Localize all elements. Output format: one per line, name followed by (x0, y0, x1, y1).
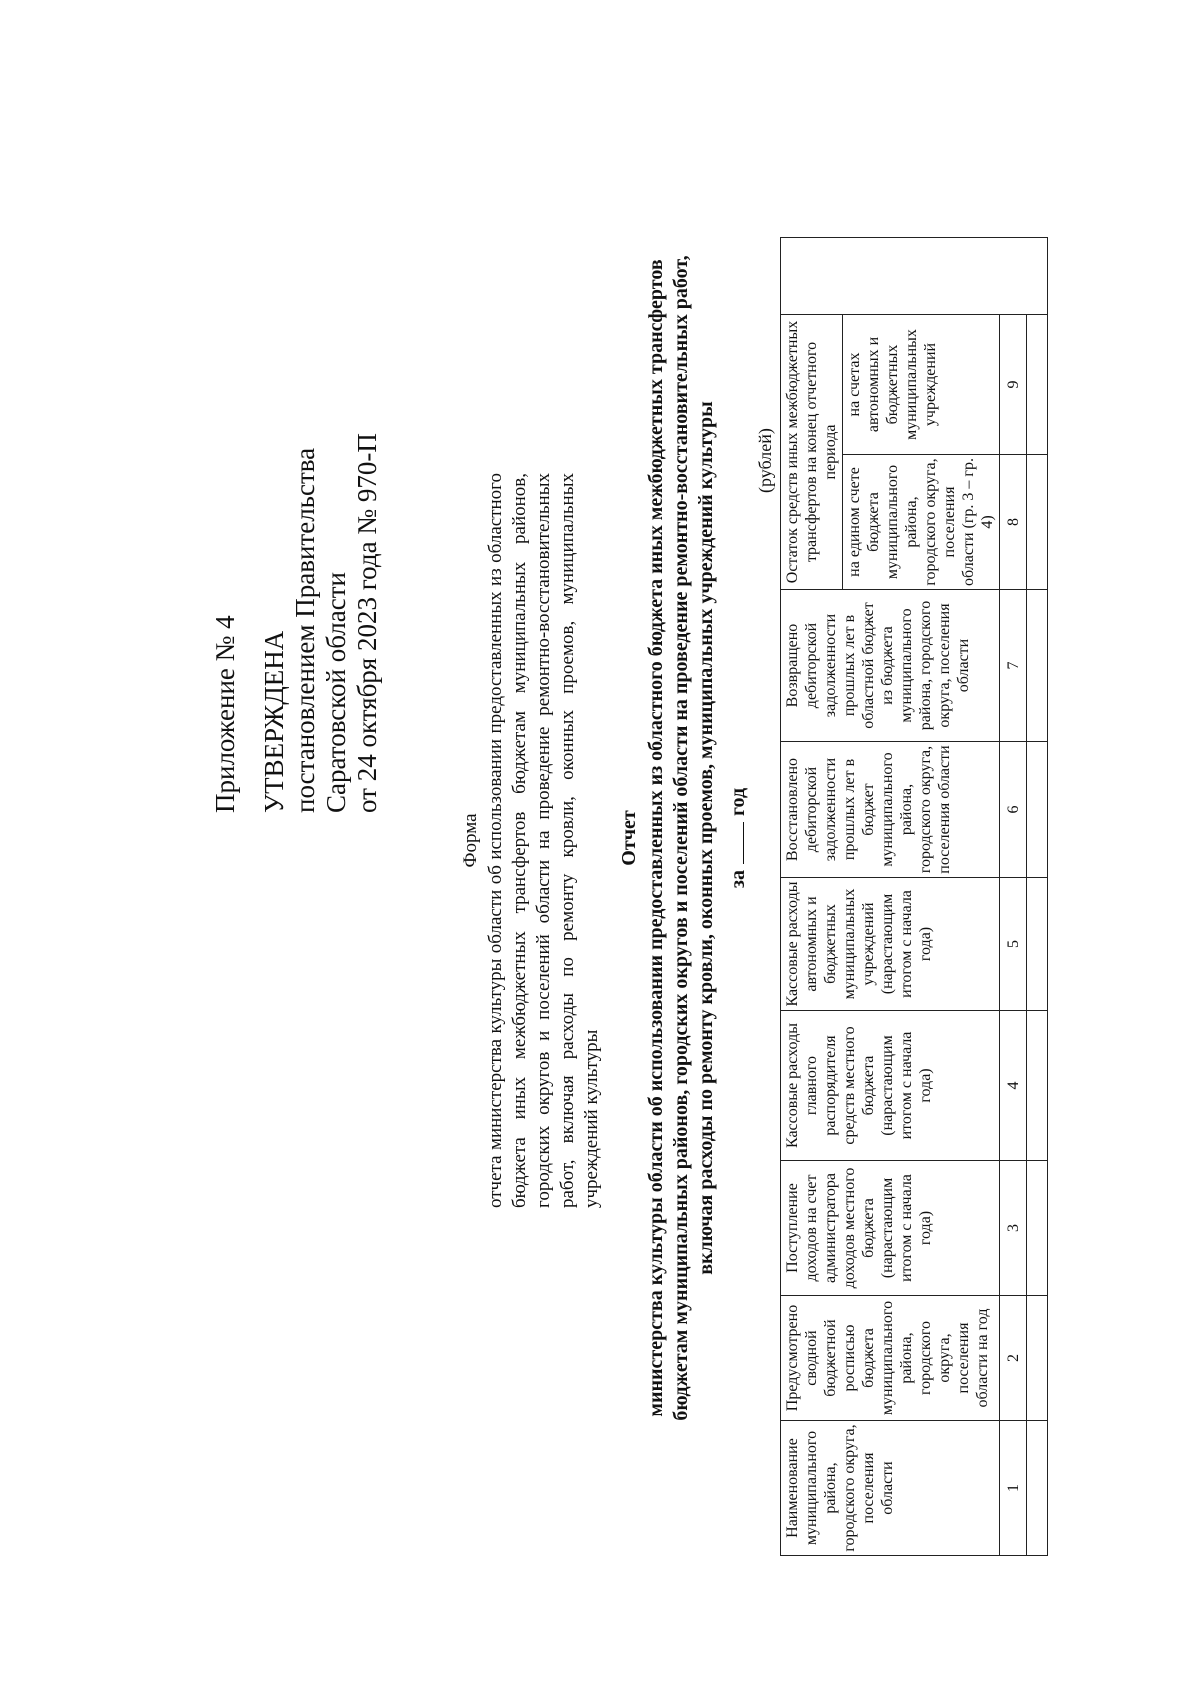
form-block (460, 473, 604, 1208)
header-restored-debt: Восстановлено дебиторской задолженности прошлых лет в бюджет муниципального района, городского округа, поселения области (781, 742, 1000, 878)
approval-block (210, 213, 383, 813)
period-suffix: год (727, 787, 749, 817)
appendix-number: Приложение № 4 (210, 615, 240, 813)
header-municipality: Наименование муниципального района, городского округа, поселения области (781, 1421, 1000, 1556)
approval-line-1: постановлением Правительства (290, 447, 320, 813)
table-empty-row (1027, 237, 1048, 1555)
table-cell (1027, 1011, 1048, 1161)
period-prefix: за (727, 870, 749, 889)
table-cell (1027, 314, 1048, 454)
table-number-row (1000, 237, 1027, 1555)
report-subtitle: министерства культуры области об использовании предоставленных из областного бюджета иных межбюджетных трансфертов бюджетам муниципальных районов, городских округов и поселений области на проведение ремонтно-восстановительных работ, включая расходы по ремонту кровли, оконных проемов, муниципальных учреждений культуры (645, 255, 717, 1421)
header-balance-institution-accounts: на счетах автономных и бюджетных муниципальных учреждений (843, 314, 1000, 454)
column-number: 8 (1000, 455, 1027, 590)
approval-line-3: от 24 октября 2023 года № 970-П (352, 433, 382, 813)
form-description: отчета министерства культуры области об использовании предоставленных из областного бюджета иных межбюджетных трансфертов бюджетам муниципальных районов, городских округов и поселений области на проведение ремонтно-восстановительных работ, включая расходы по ремонту кровли, оконных проемов, муниципальных учреждений культуры (485, 473, 602, 1208)
table-cell (1027, 1296, 1048, 1421)
period-blank-line (725, 822, 744, 864)
column-number: 1 (1000, 1421, 1027, 1556)
column-number: 5 (1000, 878, 1027, 1011)
header-revenue-received: Поступление доходов на счет администратора доходов местного бюджета (нарастающим итогом с начала года) (781, 1161, 1000, 1296)
table-cell (1027, 455, 1048, 590)
table-cell (1027, 1161, 1048, 1296)
table-cell (1027, 742, 1048, 878)
header-returned-debt: Возвращено дебиторской задолженности прошлых лет в областной бюджет из бюджета муниципального района, городского округа, поселения области (781, 590, 1000, 742)
report-heading-block (618, 248, 750, 1428)
header-cash-expenses-institutions: Кассовые расходы автономных и бюджетных муниципальных учреждений (нарастающим итогом с начала года) (781, 878, 1000, 1011)
table-side-blank (781, 237, 1048, 314)
column-number: 2 (1000, 1296, 1027, 1421)
table-cell (1027, 878, 1048, 1011)
table-header-row (781, 237, 843, 1555)
header-balance-group: Остаток средств иных межбюджетных трансфертов на конец отчетного периода (781, 314, 843, 589)
form-label: Форма (460, 813, 481, 868)
rotated-sheet (40, 43, 1160, 1643)
approval-line-2: Саратовской области (321, 572, 351, 813)
header-planned: Предусмотрено сводной бюджетной росписью бюджета муниципального района, городского округа, поселения области на год (781, 1296, 1000, 1421)
report-table-wrap (780, 238, 1048, 1556)
column-number: 3 (1000, 1161, 1027, 1296)
table-cell (1027, 590, 1048, 742)
column-number: 6 (1000, 742, 1027, 878)
units-label: (рублей) (755, 428, 775, 493)
column-number: 4 (1000, 1011, 1027, 1161)
report-title: Отчет (618, 810, 640, 866)
report-period (725, 248, 750, 1428)
header-balance-single-account: на едином счете бюджета муниципального района, городского округа, поселения области (гр. 3 – гр. 4) (843, 455, 1000, 590)
column-number: 7 (1000, 590, 1027, 742)
table-cell (1027, 1421, 1048, 1556)
approved-heading: УТВЕРЖДЕНА (259, 630, 289, 813)
header-cash-expenses-manager: Кассовые расходы главного распорядителя средств местного бюджета (нарастающим итогом с начала года) (781, 1011, 1000, 1161)
column-number: 9 (1000, 314, 1027, 454)
report-table (780, 237, 1048, 1556)
